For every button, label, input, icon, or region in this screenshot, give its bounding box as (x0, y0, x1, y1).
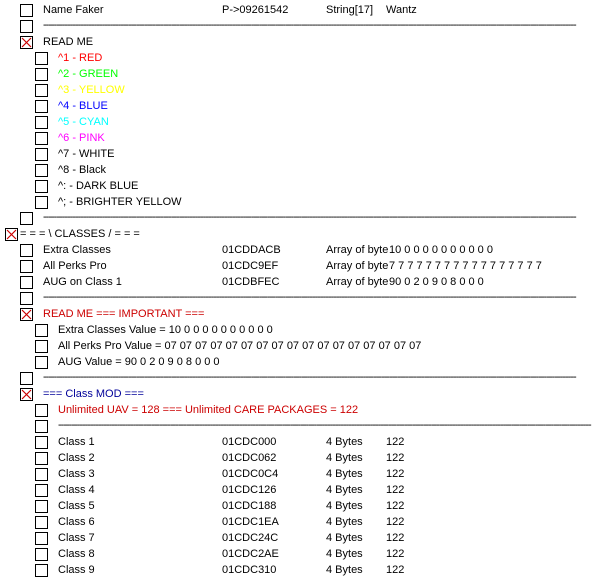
checked-x-icon (6, 229, 17, 240)
row-address: P->09261542 (222, 4, 289, 16)
table-row[interactable] (0, 146, 603, 162)
active-checkbox[interactable] (35, 116, 48, 129)
table-row[interactable] (0, 338, 603, 354)
row-value: 122 (386, 564, 405, 576)
table-row[interactable] (0, 402, 603, 418)
row-description: Class 2 (58, 452, 95, 464)
active-checkbox[interactable] (35, 404, 48, 417)
active-checkbox[interactable] (35, 500, 48, 513)
row-value: 122 (386, 516, 405, 528)
row-value: 122 (386, 452, 405, 464)
table-row[interactable] (0, 194, 603, 210)
active-checkbox[interactable] (35, 148, 48, 161)
row-address: 01CDC2AE (222, 548, 279, 560)
table-row[interactable] (0, 50, 603, 66)
table-row[interactable] (0, 466, 603, 482)
row-value: 122 (386, 548, 405, 560)
row-address: 01CDBFEC (222, 276, 280, 288)
row-address: 01CDDACB (222, 244, 281, 256)
table-row[interactable] (0, 98, 603, 114)
active-checkbox[interactable] (20, 292, 33, 305)
row-description: Class 8 (58, 548, 95, 560)
separator-row[interactable] (0, 370, 603, 386)
active-checkbox[interactable] (35, 196, 48, 209)
table-row[interactable] (0, 306, 603, 322)
row-description: = = = \ CLASSES / = = = (20, 228, 140, 240)
row-value: 122 (386, 500, 405, 512)
row-description: ^6 - PINK (58, 132, 105, 144)
table-row[interactable] (0, 114, 603, 130)
row-value: 122 (386, 468, 405, 480)
separator-row[interactable] (0, 290, 603, 306)
active-checkbox[interactable] (35, 52, 48, 65)
row-type: 4 Bytes (326, 468, 363, 480)
row-description: Extra Classes Value = 10 0 0 0 0 0 0 0 0 0 0 (58, 324, 273, 336)
table-row[interactable] (0, 2, 603, 18)
active-checkbox[interactable] (35, 68, 48, 81)
table-row[interactable] (0, 34, 603, 50)
active-checkbox[interactable] (35, 452, 48, 465)
row-type: Array of byte (326, 244, 389, 256)
active-checkbox[interactable] (35, 532, 48, 545)
row-description: ^5 - CYAN (58, 116, 109, 128)
active-checkbox[interactable] (35, 164, 48, 177)
row-address: 01CDC126 (222, 484, 277, 496)
active-checkbox[interactable] (20, 20, 33, 33)
row-description: === Class MOD === (43, 388, 144, 400)
table-row[interactable] (0, 386, 603, 402)
row-address: 01CDC000 (222, 436, 277, 448)
active-checkbox[interactable] (35, 564, 48, 577)
row-description: Class 5 (58, 500, 95, 512)
row-type: 4 Bytes (326, 548, 363, 560)
separator-line: -------------------------------------------------------------------------------------------------------------------------------------------------------------------------------------------------------- (43, 291, 576, 303)
table-row[interactable] (0, 178, 603, 194)
row-description: Extra Classes (43, 244, 111, 256)
row-address: 01CDC062 (222, 452, 277, 464)
row-type: Array of byte (326, 276, 389, 288)
row-description: Name Faker (43, 4, 104, 16)
checked-x-icon (21, 309, 32, 320)
row-description: Class 9 (58, 564, 95, 576)
active-checkbox[interactable] (20, 372, 33, 385)
row-description: Class 1 (58, 436, 95, 448)
checked-x-icon (21, 389, 32, 400)
row-description: READ ME (43, 36, 94, 48)
row-type: 4 Bytes (326, 516, 363, 528)
row-value: 122 (386, 436, 405, 448)
row-address: 01CDC188 (222, 500, 277, 512)
row-description: READ ME === IMPORTANT === (43, 308, 205, 320)
active-checkbox[interactable] (20, 244, 33, 257)
table-row[interactable] (0, 354, 603, 370)
row-type: 4 Bytes (326, 484, 363, 496)
separator-row[interactable] (0, 18, 603, 34)
active-checkbox[interactable] (35, 516, 48, 529)
row-description: ^8 - Black (58, 164, 106, 176)
active-checkbox[interactable] (35, 420, 48, 433)
row-type: 4 Bytes (326, 500, 363, 512)
row-description: ^4 - BLUE (58, 100, 108, 112)
row-description: AUG on Class 1 (43, 276, 122, 288)
separator-line: -------------------------------------------------------------------------------------------------------------------------------------------------------------------------------------------------------- (43, 211, 576, 223)
row-value: 122 (386, 484, 405, 496)
active-checkbox[interactable] (35, 100, 48, 113)
active-checkbox[interactable] (35, 356, 48, 369)
active-checkbox[interactable] (20, 4, 33, 17)
row-value: Wantz (386, 4, 417, 16)
row-description: AUG Value = 90 0 2 0 9 0 8 0 0 0 (58, 356, 220, 368)
table-row[interactable] (0, 274, 603, 290)
table-row[interactable] (0, 226, 603, 242)
active-checkbox-checked[interactable] (20, 308, 33, 321)
active-checkbox[interactable] (35, 548, 48, 561)
active-checkbox[interactable] (35, 340, 48, 353)
table-row[interactable] (0, 258, 603, 274)
table-row[interactable] (0, 162, 603, 178)
active-checkbox[interactable] (20, 276, 33, 289)
separator-line: -------------------------------------------------------------------------------------------------------------------------------------------------------------------------------------------------------- (58, 419, 591, 431)
row-type: 4 Bytes (326, 532, 363, 544)
row-description: ^; - BRIGHTER YELLOW (58, 196, 182, 208)
row-address: 01CDC310 (222, 564, 277, 576)
table-row[interactable] (0, 482, 603, 498)
table-row[interactable] (0, 498, 603, 514)
row-type: 4 Bytes (326, 436, 363, 448)
table-row[interactable] (0, 562, 603, 578)
active-checkbox[interactable] (35, 484, 48, 497)
row-type: 4 Bytes (326, 452, 363, 464)
row-value: 7 7 7 7 7 7 7 7 7 7 7 7 7 7 7 7 7 (389, 260, 542, 272)
active-checkbox-checked[interactable] (5, 228, 18, 241)
row-address: 01CDC24C (222, 532, 279, 544)
active-checkbox[interactable] (20, 212, 33, 225)
active-checkbox-checked[interactable] (20, 36, 33, 49)
separator-line: -------------------------------------------------------------------------------------------------------------------------------------------------------------------------------------------------------- (43, 371, 576, 383)
active-checkbox[interactable] (35, 84, 48, 97)
table-row[interactable] (0, 322, 603, 338)
row-description: Class 4 (58, 484, 95, 496)
table-row[interactable] (0, 546, 603, 562)
table-row[interactable] (0, 242, 603, 258)
row-address: 01CDC0C4 (222, 468, 279, 480)
row-description: All Perks Pro Value = 07 07 07 07 07 07 07 07 07 07 07 07 07 07 07 07 07 (58, 340, 422, 352)
row-value: 10 0 0 0 0 0 0 0 0 0 0 (389, 244, 493, 256)
row-address: 01CDC1EA (222, 516, 279, 528)
row-value: 122 (386, 532, 405, 544)
row-description: ^3 - YELLOW (58, 84, 125, 96)
row-description: ^2 - GREEN (58, 68, 119, 80)
separator-line: -------------------------------------------------------------------------------------------------------------------------------------------------------------------------------------------------------- (43, 19, 576, 31)
row-value: 90 0 2 0 9 0 8 0 0 0 (389, 276, 484, 288)
table-row[interactable] (0, 66, 603, 82)
row-description: Unlimited UAV = 128 === Unlimited CARE PACKAGES = 122 (58, 404, 359, 416)
row-description: ^1 - RED (58, 52, 103, 64)
table-row[interactable] (0, 434, 603, 450)
table-row[interactable] (0, 130, 603, 146)
row-description: ^7 - WHITE (58, 148, 115, 160)
row-address: 01CDC9EF (222, 260, 279, 272)
table-row[interactable] (0, 514, 603, 530)
active-checkbox[interactable] (20, 260, 33, 273)
row-type: 4 Bytes (326, 564, 363, 576)
active-checkbox[interactable] (35, 324, 48, 337)
table-row[interactable] (0, 530, 603, 546)
table-row[interactable] (0, 82, 603, 98)
row-type: Array of byte (326, 260, 389, 272)
row-description: All Perks Pro (43, 260, 107, 272)
table-row[interactable] (0, 450, 603, 466)
active-checkbox[interactable] (35, 436, 48, 449)
active-checkbox[interactable] (35, 132, 48, 145)
separator-row[interactable] (0, 418, 603, 434)
row-description: Class 6 (58, 516, 95, 528)
active-checkbox[interactable] (35, 180, 48, 193)
checked-x-icon (21, 37, 32, 48)
row-description: ^: - DARK BLUE (58, 180, 139, 192)
active-checkbox[interactable] (35, 468, 48, 481)
row-type: String[17] (326, 4, 374, 16)
active-checkbox-checked[interactable] (20, 388, 33, 401)
separator-row[interactable] (0, 210, 603, 226)
row-description: Class 3 (58, 468, 95, 480)
row-description: Class 7 (58, 532, 95, 544)
